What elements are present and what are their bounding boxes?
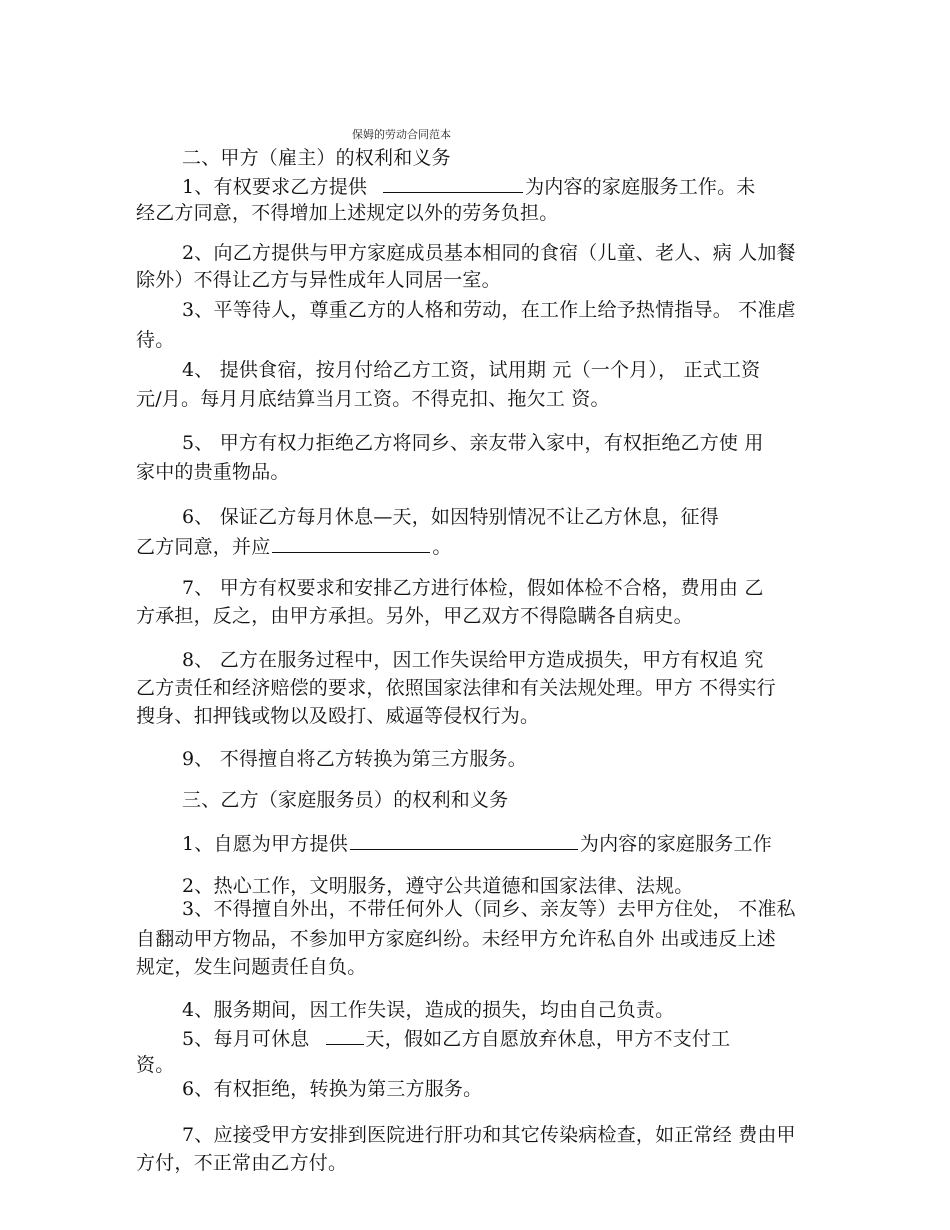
section-2-title: 二、甲方（雇主）的权利和义务 bbox=[182, 147, 451, 169]
sec2-item5-line2: 家中的贵重物品。 bbox=[136, 461, 290, 483]
sec2-item7-line2: 方承担，反之，由甲方承担。另外，甲乙双方不得隐瞒各自病史。 bbox=[136, 605, 693, 627]
sec2-item1-text: 1、有权要求乙方提供 bbox=[182, 176, 368, 198]
sec3-item1 bbox=[182, 831, 772, 856]
sec2-item2-line1: 2、向乙方提供与甲方家庭成员基本相同的食宿（儿童、老人、病 人加餐 bbox=[182, 242, 796, 264]
sec2-item1-line2: 经乙方同意，不得增加上述规定以外的劳务负担。 bbox=[136, 202, 559, 224]
fill-blank bbox=[350, 831, 578, 850]
sec3-item3-line2: 自翻动甲方物品，不参加甲方家庭纠纷。未经甲方允许私自外 出或违反上述 bbox=[136, 928, 776, 950]
sec2-item4-line1: 4、 提供食宿，按月付给乙方工资，试用期 元（一个月）， 正式工资 bbox=[182, 359, 761, 381]
sec2-item9: 9、 不得擅自将乙方转换为第三方服务。 bbox=[182, 748, 527, 770]
sec2-item3-line1: 3、平等待人，尊重乙方的人格和劳动，在工作上给予热情指导。 不准虐 bbox=[182, 299, 796, 321]
sec2-item6-end: 。 bbox=[432, 536, 452, 558]
sec2-item1-text-b: 为内容的家庭服务工作。未 bbox=[525, 176, 756, 198]
sec3-item3-line1: 3、不得擅自外出，不带任何外人（同乡、亲友等）去甲方住处， 不准私 bbox=[182, 898, 796, 920]
fill-blank bbox=[326, 1026, 364, 1045]
fill-blank bbox=[383, 174, 523, 193]
sec2-item6-text: 乙方同意，并应 bbox=[136, 536, 271, 558]
sec3-item1-text-b: 为内容的家庭服务工作 bbox=[579, 833, 772, 855]
sec3-item3-line3: 规定，发生问题责任自负。 bbox=[136, 956, 367, 978]
sec2-item6-line2 bbox=[136, 534, 452, 559]
sec3-item5-line2: 资。 bbox=[136, 1054, 175, 1076]
sec2-item6-line1: 6、 保证乙方每月休息—天，如因特别情况不让乙方休息，征得 bbox=[182, 506, 719, 528]
sec3-item5-text-b: 天，假如乙方自愿放弃休息，甲方不支付工 bbox=[365, 1028, 731, 1050]
sec2-item8-line3: 搜身、扣押钱或物以及殴打、威逼等侵权行为。 bbox=[136, 705, 540, 727]
sec2-item7-line1: 7、 甲方有权要求和安排乙方进行体检，假如体检不合格，费用由 乙 bbox=[182, 577, 764, 599]
sec2-item8-line2: 乙方责任和经济赔偿的要求，依照国家法律和有关法规处理。甲方 不得实行 bbox=[136, 677, 776, 699]
sec2-item5-line1: 5、 甲方有权力拒绝乙方将同乡、亲友带入家中，有权拒绝乙方使 用 bbox=[182, 432, 764, 454]
sec3-item2: 2、热心工作，文明服务，遵守公共道德和国家法律、法规。 bbox=[182, 875, 694, 897]
sec3-item7-line2: 方付，不正常由乙方付。 bbox=[136, 1152, 348, 1174]
sec3-item6: 6、有权拒绝，转换为第三方服务。 bbox=[182, 1078, 483, 1100]
sec3-item7-line1: 7、应接受甲方安排到医院进行肝功和其它传染病检查，如正常经 费由甲 bbox=[182, 1124, 796, 1146]
sec2-item3-line2: 待。 bbox=[136, 329, 175, 351]
sec3-item4: 4、服务期间，因工作失误，造成的损失，均由自己负责。 bbox=[182, 999, 675, 1021]
section-3-title: 三、乙方（家庭服务员）的权利和义务 bbox=[182, 789, 509, 811]
sec3-item1-text: 1、自愿为甲方提供 bbox=[182, 833, 348, 855]
sec2-item2-line2: 除外）不得让乙方与异性成年人同居一室。 bbox=[136, 269, 501, 291]
page-header: 保姆的劳动合同范本 bbox=[352, 128, 451, 141]
sec2-item8-line1: 8、 乙方在服务过程中，因工作失误给甲方造成损失，甲方有权追 究 bbox=[182, 649, 764, 671]
fill-blank bbox=[272, 534, 430, 553]
sec3-item5-text: 5、每月可休息 bbox=[182, 1028, 310, 1050]
sec2-item1-line1 bbox=[182, 174, 756, 199]
sec3-item5-line1 bbox=[182, 1026, 730, 1051]
sec2-item4-line2: 元/月。每月月底结算当月工资。不得克扣、拖欠工 资。 bbox=[136, 388, 610, 410]
